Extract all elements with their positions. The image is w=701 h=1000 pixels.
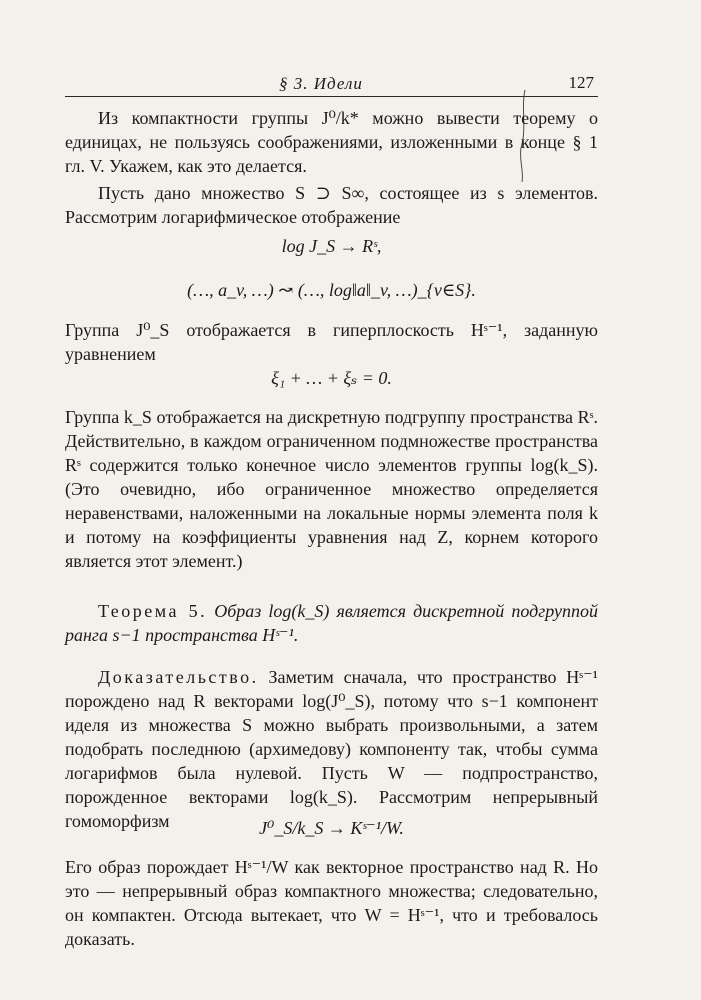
paragraph-units-theorem: Из компактности группы J⁰/k* можно вывести теорему о единицах, не пользуясь соображениями, изложенными в конце § 1 гл. V. Укажем, как это делается. xyxy=(65,108,598,176)
theorem-statement: Образ log(k_S) является дискретной подгруппой ранга s−1 пространства Hˢ⁻¹. xyxy=(65,601,598,645)
paragraph-hyperplane: Группа J⁰_S отображается в гиперплоскость Hˢ⁻¹, заданную уравнением xyxy=(65,320,598,364)
theorem-5 xyxy=(65,599,598,647)
proof xyxy=(65,665,598,833)
paragraph-conclusion: Его образ порождает Hˢ⁻¹/W как векторное пространство над R. Но это — непрерывный образ компактного множества; следовательно, он компактен. Отсюда вытекает, что W = Hˢ⁻¹, что и требовалось доказать. xyxy=(65,857,598,949)
equation-hyperplane: ξ₁ + … + ξₛ = 0. xyxy=(271,368,392,388)
page-number: 127 xyxy=(568,73,594,92)
running-head: § 3. Идели xyxy=(279,74,363,93)
proof-text: Заметим сначала, что пространство Hˢ⁻¹ порождено над R векторами log(J⁰_S), потому что s−1 компонент иделя из множества S можно выбрать произвольными, а затем подобрать последнюю (архимедову) компоненту так, чтобы сумма логарифмов была нулевой. Пусть W — подпространство, порожденное векторами log(k_S). Рассмотрим непрерывный гомоморфизм xyxy=(65,667,599,831)
equation-log-map: (…, a_v, …) ↝ (…, log‖a‖_v, …)_{v∈S}. xyxy=(187,280,476,300)
equation-log-js: log J_S → Rˢ, xyxy=(281,236,382,256)
proof-label: Доказательство. xyxy=(98,667,259,687)
paragraph-discrete-subgroup: Группа k_S отображается на дискретную подгруппу пространства Rˢ. Действительно, в каждом ограниченном подмножестве пространства Rˢ содержится только конечное число элементов группы log(k_S). (Это очевидно, ибо ограниченное множество определяется неравенствами, наложенными на локальные нормы элемента поля k и потому на коэффициенты уравнения над Z, корнем которого является этот элемент.) xyxy=(65,407,598,571)
theorem-label: Теорема 5. xyxy=(98,601,208,621)
paragraph-log-map: Пусть дано множество S ⊃ S∞, состоящее из s элементов. Рассмотрим логарифмическое отображение xyxy=(65,183,598,227)
equation-homomorphism: J⁰_S/k_S → Kˢ⁻¹/W. xyxy=(259,818,404,838)
